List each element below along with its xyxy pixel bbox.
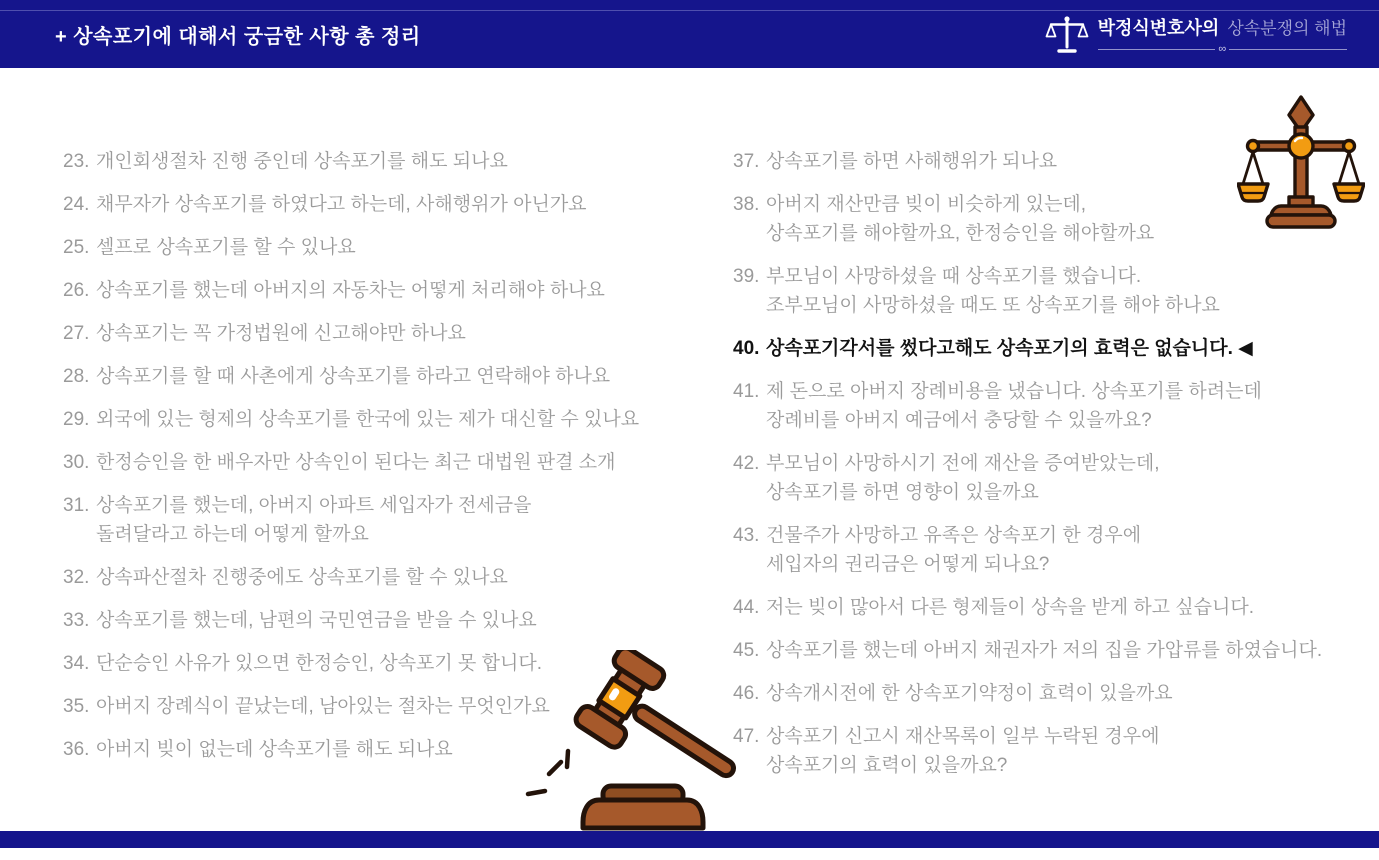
item-text: 상속포기를 했는데 아버지의 자동차는 어떻게 처리해야 하나요 bbox=[96, 280, 605, 301]
item-number: 41. bbox=[733, 381, 760, 402]
item-text: 외국에 있는 형제의 상속포기를 한국에 있는 제가 대신할 수 있나요 bbox=[96, 409, 640, 430]
item-text: 단순승인 사유가 있으면 한정승인, 상속포기 못 합니다. bbox=[96, 653, 543, 674]
item-number: 35. bbox=[63, 696, 90, 717]
list-item bbox=[63, 491, 718, 549]
item-number: 32. bbox=[63, 567, 90, 588]
list-item bbox=[63, 190, 718, 219]
brand-text bbox=[1098, 14, 1347, 55]
list-item bbox=[733, 636, 1363, 665]
item-text: 제 돈으로 아버지 장례비용을 냈습니다. 상속포기를 하려는데 장례비를 아버지 예금에서 충당할 수 있을까요? bbox=[766, 381, 1262, 431]
item-text: 저는 빚이 많아서 다른 형제들이 상속을 받게 하고 싶습니다. bbox=[766, 597, 1255, 618]
list-item bbox=[63, 405, 718, 434]
item-number: 42. bbox=[733, 453, 760, 474]
item-number: 33. bbox=[63, 610, 90, 631]
list-item bbox=[63, 563, 718, 592]
item-number: 43. bbox=[733, 525, 760, 546]
list-item bbox=[733, 679, 1363, 708]
item-text: 부모님이 사망하시기 전에 재산을 증여받았는데, 상속포기를 하면 영향이 있을까요 bbox=[766, 453, 1160, 503]
footer-bar bbox=[0, 831, 1379, 848]
item-number: 46. bbox=[733, 683, 760, 704]
scales-of-justice-illustration bbox=[1237, 94, 1365, 235]
item-number: 31. bbox=[63, 495, 90, 516]
item-text: 채무자가 상속포기를 하였다고 하는데, 사해행위가 아닌가요 bbox=[96, 194, 587, 215]
list-item bbox=[63, 448, 718, 477]
page-title: + 상속포기에 대해서 궁금한 사항 총 정리 bbox=[55, 25, 421, 48]
list-item bbox=[733, 449, 1363, 507]
item-text: 개인회생절차 진행 중인데 상속포기를 해도 되나요 bbox=[96, 151, 508, 172]
item-text: 아버지 재산만큼 빚이 비슷하게 있는데, 상속포기를 해야할까요, 한정승인을 해야할까요 bbox=[766, 194, 1155, 244]
item-text: 상속포기각서를 썼다고해도 상속포기의 효력은 없습니다. ◀ bbox=[766, 338, 1253, 359]
list-item bbox=[63, 276, 718, 305]
item-text: 상속포기를 했는데, 아버지 아파트 세입자가 전세금을 돌려달라고 하는데 어떻게 할까요 bbox=[96, 495, 532, 545]
item-text: 상속포기 신고시 재산목록이 일부 누락된 경우에 상속포기의 효력이 있을까요? bbox=[766, 726, 1160, 776]
item-text: 부모님이 사망하셨을 때 상속포기를 했습니다. 조부모님이 사망하셨을 때도 또 상속포기를 해야 하나요 bbox=[766, 266, 1220, 316]
brand-tagline: 상속분쟁의 해법 bbox=[1227, 19, 1347, 38]
item-number: 23. bbox=[63, 151, 90, 172]
item-text: 상속포기는 꼭 가정법원에 신고해야만 하나요 bbox=[96, 323, 466, 344]
item-number: 26. bbox=[63, 280, 90, 301]
list-item bbox=[733, 377, 1363, 435]
item-text: 상속파산절차 진행중에도 상속포기를 할 수 있나요 bbox=[96, 567, 508, 588]
brand-name: 박정식변호사의 bbox=[1097, 18, 1220, 38]
list-item bbox=[733, 334, 1363, 363]
list-item bbox=[63, 319, 718, 348]
item-number: 24. bbox=[63, 194, 90, 215]
list-item bbox=[63, 147, 718, 176]
item-number: 36. bbox=[63, 739, 90, 760]
item-number: 45. bbox=[733, 640, 760, 661]
item-text: 상속포기를 했는데 아버지 채권자가 저의 집을 가압류를 하였습니다. bbox=[766, 640, 1323, 661]
item-number: 34. bbox=[63, 653, 90, 674]
item-text: 상속포기를 할 때 사촌에게 상속포기를 하라고 연락해야 하나요 bbox=[96, 366, 611, 387]
brand-logo bbox=[1045, 14, 1347, 60]
item-number: 28. bbox=[63, 366, 90, 387]
brand-divider-glyph: ∞ bbox=[1218, 43, 1227, 55]
item-text: 셀프로 상속포기를 할 수 있나요 bbox=[96, 237, 356, 258]
content-area bbox=[0, 68, 1379, 831]
list-item bbox=[63, 362, 718, 391]
item-number: 29. bbox=[63, 409, 90, 430]
scales-logo-icon bbox=[1045, 15, 1089, 60]
item-number: 30. bbox=[63, 452, 90, 473]
item-text: 상속포기를 하면 사해행위가 되나요 bbox=[766, 151, 1058, 172]
item-text: 아버지 장례식이 끝났는데, 남아있는 절차는 무엇인가요 bbox=[96, 696, 550, 717]
item-number: 38. bbox=[733, 194, 760, 215]
question-list-right bbox=[733, 147, 1363, 794]
item-text: 아버지 빚이 없는데 상속포기를 해도 되나요 bbox=[96, 739, 453, 760]
item-text: 건물주가 사망하고 유족은 상속포기 한 경우에 세입자의 권리금은 어떻게 되나요? bbox=[766, 525, 1142, 575]
list-item bbox=[63, 233, 718, 262]
item-number: 37. bbox=[733, 151, 760, 172]
list-item bbox=[733, 521, 1363, 579]
item-number: 44. bbox=[733, 597, 760, 618]
list-item bbox=[733, 722, 1363, 780]
list-item bbox=[733, 593, 1363, 622]
list-item bbox=[733, 262, 1363, 320]
item-text: 상속포기를 했는데, 남편의 국민연금을 받을 수 있나요 bbox=[96, 610, 537, 631]
gavel-illustration bbox=[515, 650, 750, 860]
brand-underline bbox=[1098, 44, 1347, 55]
item-number: 40. bbox=[733, 338, 760, 359]
item-text: 상속개시전에 한 상속포기약정이 효력이 있을까요 bbox=[766, 683, 1173, 704]
item-number: 39. bbox=[733, 266, 760, 287]
item-number: 25. bbox=[63, 237, 90, 258]
item-number: 27. bbox=[63, 323, 90, 344]
item-number: 47. bbox=[733, 726, 760, 747]
list-item bbox=[63, 606, 718, 635]
item-text: 한정승인을 한 배우자만 상속인이 된다는 최근 대법원 판결 소개 bbox=[96, 452, 616, 473]
header-bar bbox=[0, 0, 1379, 68]
